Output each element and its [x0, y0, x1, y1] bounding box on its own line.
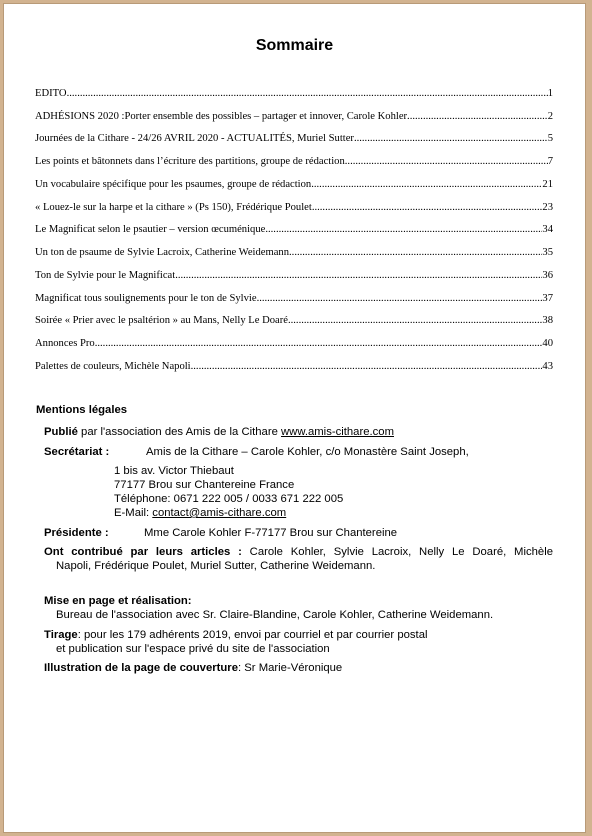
toc-entry-title: Le Magnificat selon le psautier – version œcuménique	[35, 224, 266, 236]
email-label: E-Mail:	[114, 507, 153, 519]
toc-entry[interactable]	[35, 349, 553, 372]
toc-entry-title: Palettes de couleurs, Michèle Napoli	[35, 360, 191, 372]
toc-leader-dots	[289, 247, 542, 258]
publie-text: par l'association des Amis de la Cithare	[77, 426, 281, 438]
mentions-heading: Mentions légales	[36, 404, 128, 416]
tirage-label: Tirage	[44, 629, 78, 641]
publie-line	[44, 426, 394, 438]
toc-entry-title: « Louez-le sur la harpe et la cithare » (Ps 150), Frédérique Poulet	[35, 201, 312, 213]
toc-entry-title: Soirée « Prier avec le psaltérion » au Mans, Nelly Le Doaré	[35, 315, 288, 327]
toc-entry-title: Magnificat tous soulignements pour le ton de Sylvie	[35, 292, 257, 304]
toc-entry[interactable]	[35, 326, 553, 349]
toc-entry-page: 23	[542, 201, 553, 213]
toc-leader-dots	[67, 88, 548, 99]
toc-entry[interactable]	[35, 76, 553, 99]
tirage-line-2: et publication sur l'espace privé du site de l'association	[56, 643, 330, 655]
toc-entry-page: 21	[542, 178, 553, 190]
presidente-text: Mme Carole Kohler F-77177 Brou sur Chantereine	[144, 527, 398, 539]
email-line	[114, 507, 286, 519]
tirage-text-1: : pour les 179 adhérents 2019, envoi par courriel et par courrier postal	[77, 629, 428, 641]
toc-leader-dots	[407, 111, 548, 122]
toc-leader-dots	[345, 156, 548, 167]
toc-entry[interactable]	[35, 190, 553, 213]
contrib-line-1	[44, 546, 553, 558]
toc-entry-title: Annonces Pro	[35, 338, 95, 349]
toc-leader-dots	[95, 338, 543, 349]
toc-entry-page: 1	[547, 87, 553, 99]
toc-entry[interactable]	[35, 281, 553, 304]
illustration-label: Illustration de la page de couverture	[44, 662, 238, 674]
toc-entry[interactable]	[35, 122, 553, 145]
toc-entry-page: 37	[542, 292, 553, 304]
toc-entry-page: 43	[542, 360, 553, 372]
toc-leader-dots	[265, 224, 542, 235]
email-link[interactable]: contact@amis-cithare.com	[152, 507, 287, 519]
toc-entry[interactable]	[35, 99, 553, 122]
illustration-line	[44, 662, 342, 674]
mise-label: Mise en page et réalisation:	[44, 595, 192, 607]
contrib-line-2: Napoli, Frédérique Poulet, Muriel Sutter, Catherine Weidemann.	[56, 560, 376, 572]
toc-leader-dots	[312, 202, 543, 213]
illustration-text: : Sr Marie-Véronique	[237, 662, 343, 674]
toc-leader-dots	[175, 270, 542, 281]
toc-entry-title: Les points et bâtonnets dans l’écriture des partitions, groupe de rédaction	[35, 156, 345, 167]
toc-leader-dots	[191, 361, 543, 372]
secretariat-label: Secrétariat :	[44, 446, 110, 458]
toc-entry-page: 38	[542, 315, 553, 327]
toc-leader-dots	[288, 315, 542, 326]
toc-entry[interactable]	[35, 144, 553, 167]
address-line-1: 1 bis av. Victor Thiebaut	[114, 465, 234, 477]
toc-entry-page: 5	[547, 133, 553, 145]
address-line-2: 77177 Brou sur Chantereine France	[114, 479, 295, 491]
phone-line: Téléphone: 0671 222 005 / 0033 671 222 005	[114, 493, 344, 505]
toc-entry-page: 36	[542, 269, 553, 281]
toc-entry-page: 34	[542, 224, 553, 236]
website-link[interactable]: www.amis-cithare.com	[281, 426, 394, 438]
toc-entry-title: Un ton de psaume de Sylvie Lacroix, Catherine Weidemann	[35, 247, 290, 258]
toc-entry-page: 7	[547, 156, 553, 167]
toc-entry-title: Un vocabulaire spécifique pour les psaumes, groupe de rédaction	[35, 178, 312, 190]
toc-entry-title: Journées de la Cithare - 24/26 AVRIL 2020 - ACTUALITÉS, Muriel Sutter	[35, 133, 354, 145]
toc-entry-page: 2	[547, 110, 553, 122]
toc-leader-dots	[311, 179, 542, 190]
toc-leader-dots	[257, 293, 543, 304]
secretariat-text: Amis de la Cithare – Carole Kohler, c/o Monastère Saint Joseph,	[146, 446, 469, 458]
toc-entry[interactable]	[35, 258, 553, 281]
toc-entry-page: 35	[542, 247, 553, 258]
toc-entry-title: EDITO	[35, 87, 67, 99]
toc-entry[interactable]	[35, 167, 553, 190]
toc-entry-title: ADHÉSIONS 2020 :Porter ensemble des possibles – partager et innover, Carole Kohler	[35, 110, 408, 122]
publie-label: Publié	[44, 426, 78, 438]
table-of-contents	[35, 76, 553, 372]
mise-text: Bureau de l'association avec Sr. Claire-Blandine, Carole Kohler, Catherine Weidemann.	[56, 609, 494, 621]
page-title: Sommaire	[255, 37, 334, 54]
toc-entry-title: Ton de Sylvie pour le Magnificat	[35, 269, 176, 281]
toc-entry-page: 40	[542, 338, 553, 349]
toc-entry[interactable]	[35, 304, 553, 327]
toc-entry[interactable]	[35, 213, 553, 236]
contrib-text-1: Carole Kohler, Sylvie Lacroix, Nelly Le Doaré, Michèle	[241, 546, 553, 558]
presidente-label: Présidente :	[44, 527, 109, 539]
tirage-line-1	[44, 629, 427, 641]
contrib-label: Ont contribué par leurs articles :	[44, 546, 242, 558]
document-page	[4, 4, 585, 832]
toc-leader-dots	[354, 133, 548, 144]
toc-entry[interactable]	[35, 235, 553, 258]
